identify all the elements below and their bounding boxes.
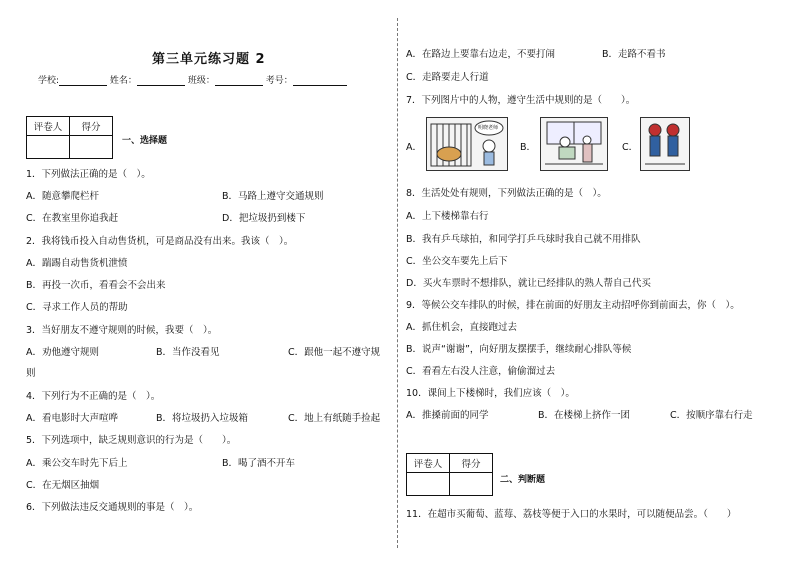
option-8b: B．我有乒乓球拍，和同学打乒乓球时我自己就不用排队 xyxy=(406,234,641,245)
class-label: 班级： xyxy=(187,76,215,86)
score-table-2 xyxy=(406,453,493,496)
question-10: 10．课间上下楼梯时，我们应该（ ）。 xyxy=(406,388,575,399)
option-8a: A．上下楼梯靠右行 xyxy=(406,211,489,222)
speech-bubble-text: 明晓老师 xyxy=(478,125,499,131)
score-cell[interactable] xyxy=(70,136,113,159)
question-2: 2．我将钱币投入自动售货机，可是商品没有出来。我该（ ）。 xyxy=(26,236,294,247)
name-label: 姓名： xyxy=(109,76,137,86)
class-field[interactable] xyxy=(215,75,263,86)
score-table-1 xyxy=(26,116,113,159)
option-6a: A．在路边上要靠右边走，不要打闹 xyxy=(406,49,555,60)
option-7b-label: B． xyxy=(520,142,537,153)
option-5c: C．在无烟区抽烟 xyxy=(26,480,100,491)
option-5a: A．乘公交车时先下后上 xyxy=(26,458,128,469)
bus-scene-image xyxy=(541,118,607,170)
option-2a: A．踹踢自动售货机泄愤 xyxy=(26,258,128,269)
option-3a: A．劝他遵守规则 xyxy=(26,347,99,358)
exam-no-field[interactable] xyxy=(293,75,347,86)
name-field[interactable] xyxy=(137,75,185,86)
option-3c-continued: 则 xyxy=(26,368,36,379)
option-2b: B．再投一次币，看看会不会出来 xyxy=(26,280,166,291)
question-7: 7．下列图片中的人物，遵守生活中规则的是（ ）。 xyxy=(406,95,636,106)
question-4: 4．下列行为不正确的是（ ）。 xyxy=(26,391,161,402)
score-header: 得分 xyxy=(70,117,113,136)
question-11: 11．在超市买葡萄、蓝莓、荔枝等便于入口的水果时，可以随便品尝。（ ） xyxy=(406,509,737,520)
option-4b: B．将垃圾扔入垃圾箱 xyxy=(156,413,249,424)
student-info-line xyxy=(38,73,347,86)
score-header-2: 得分 xyxy=(450,454,493,473)
section-judge-heading: 二、判断题 xyxy=(500,475,546,485)
option-6c: C．走路要走人行道 xyxy=(406,72,489,83)
school-label: 学校: xyxy=(38,76,60,86)
option-4c: C．地上有纸随手捡起 xyxy=(288,413,381,424)
question-8: 8．生活处处有规则，下列做法正确的是（ ）。 xyxy=(406,188,607,199)
picture-7b-bus-seat xyxy=(540,117,608,171)
school-field[interactable] xyxy=(59,75,107,86)
question-5: 5．下列选项中，缺乏规则意识的行为是（ ）。 xyxy=(26,435,237,446)
option-1c: C．在教室里你追我赶 xyxy=(26,213,119,224)
option-7c-label: C． xyxy=(622,142,639,153)
option-5b: B．喝了酒不开车 xyxy=(222,458,296,469)
option-9c: C．看看左右没人注意，偷偷溜过去 xyxy=(406,366,556,377)
option-8c: C．坐公交车要先上后下 xyxy=(406,256,508,267)
grader-cell-2[interactable] xyxy=(407,473,450,496)
option-4a: A．看电影时大声喧哗 xyxy=(26,413,118,424)
option-8d: D．买火车票时不想排队，就让已经排队的熟人帮自己代买 xyxy=(406,278,651,289)
option-1d: D．把垃圾扔到楼下 xyxy=(222,213,306,224)
option-10b: B．在楼梯上挤作一团 xyxy=(538,410,631,421)
question-6: 6．下列做法违反交通规则的事是（ ）。 xyxy=(26,502,199,513)
option-7a-label: A． xyxy=(406,142,422,153)
option-9a: A．抓住机会，直接跑过去 xyxy=(406,322,517,333)
column-divider xyxy=(397,18,398,548)
option-6b: B．走路不看书 xyxy=(602,49,666,60)
picture-7a-tiger-zoo xyxy=(426,117,508,171)
grader-header: 评卷人 xyxy=(27,117,70,136)
option-2c: C．寻求工作人员的帮助 xyxy=(26,302,128,313)
question-3: 3．当好朋友不遵守规则的时候，我要（ ）。 xyxy=(26,325,218,336)
question-9: 9．等候公交车排队的时候，排在前面的好朋友主动招呼你到前面去，你（ ）。 xyxy=(406,300,740,311)
option-3c: C．跟他一起不遵守规 xyxy=(288,347,381,358)
page-title: 第三单元练习题 2 xyxy=(152,52,266,67)
section-choice-heading: 一、选择题 xyxy=(122,136,168,146)
question-1: 1．下列做法正确的是（ ）。 xyxy=(26,169,151,180)
grader-header-2: 评卷人 xyxy=(407,454,450,473)
score-cell-2[interactable] xyxy=(450,473,493,496)
option-1b: B．马路上遵守交通规则 xyxy=(222,191,324,202)
grader-cell[interactable] xyxy=(27,136,70,159)
option-1a: A．随意攀爬栏杆 xyxy=(26,191,99,202)
option-10c: C．按顺序靠右行走 xyxy=(670,410,753,421)
option-10a: A．推搡前面的同学 xyxy=(406,410,489,421)
people-scene-image xyxy=(641,118,689,170)
picture-7c-people xyxy=(640,117,690,171)
option-3b: B．当作没看见 xyxy=(156,347,220,358)
option-9b: B．说声“谢谢”，向好朋友摆摆手，继续耐心排队等候 xyxy=(406,344,632,355)
exam-no-label: 考号： xyxy=(265,76,293,86)
